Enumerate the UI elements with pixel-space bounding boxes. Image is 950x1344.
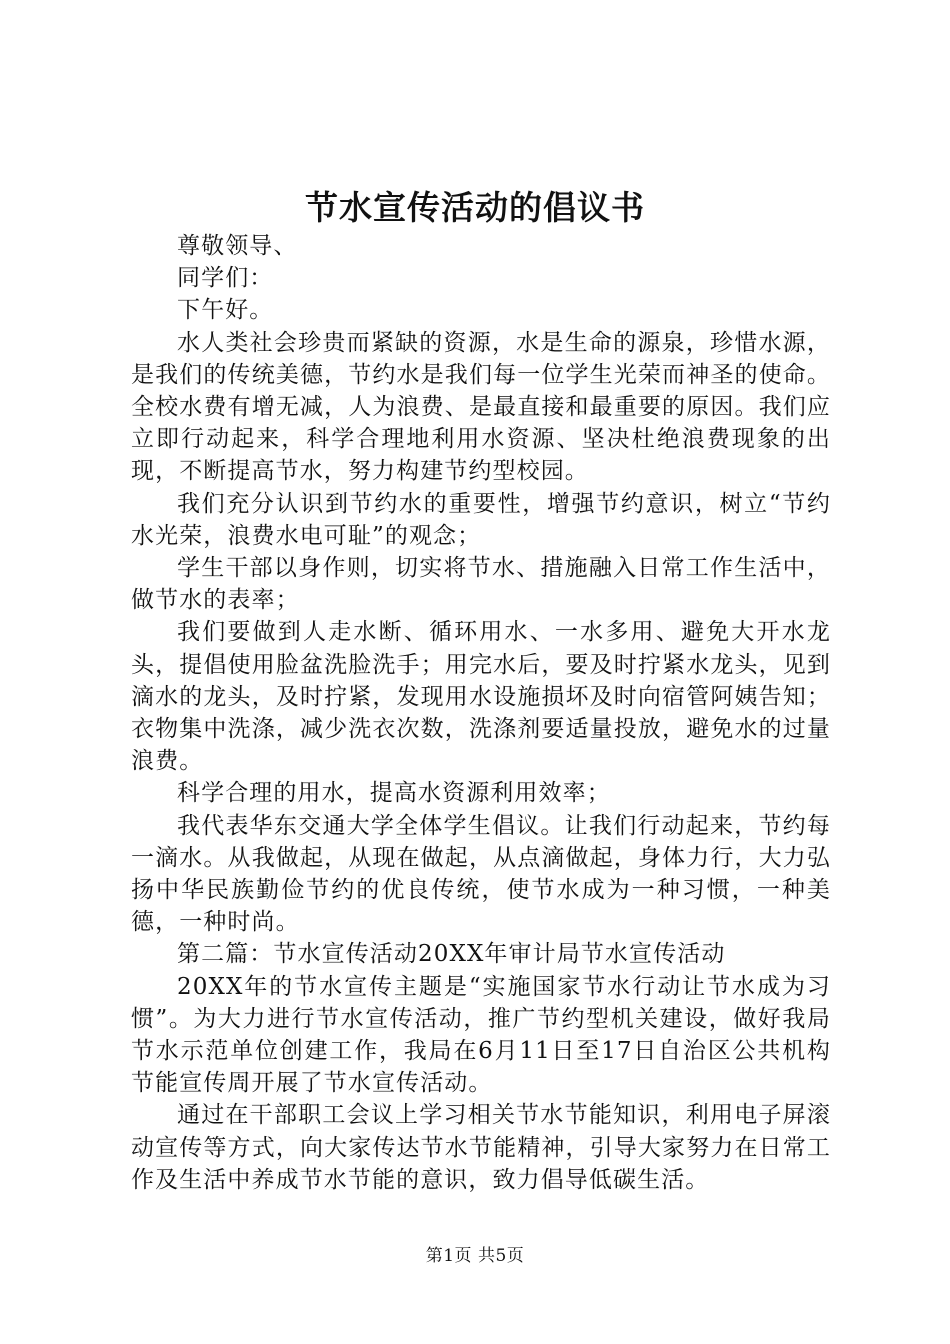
body-paragraph: 我们充分认识到节约水的重要性，增强节约意识，树立“节约水光荣，浪费水电可耻”的观念； <box>131 490 831 549</box>
document-title: 节水宣传活动的倡议书 <box>305 188 645 227</box>
salutation-line: 尊敬领导、 <box>177 233 298 259</box>
salutation-line: 同学们： <box>177 265 274 292</box>
body-paragraph: 水人类社会珍贵而紧缺的资源，水是生命的源泉，珍惜水源，是我们的传统美德，节约水是我们每一位学生光荣而神圣的使命。全校水费有增无减，人为浪费、是最直接和最重要的原因。我们应立即行动起来，科学合理地利用水资源、坚决杜绝浪费现象的出现，不断提高节水，努力构建节约型校园。 <box>131 329 831 485</box>
body-paragraph: 科学合理的用水，提高水资源利用效率； <box>177 780 611 807</box>
body-paragraph: 学生干部以身作则，切实将节水、措施融入日常工作生活中，做节水的表率； <box>131 555 831 614</box>
greeting-line: 下午好。 <box>177 297 274 324</box>
body-paragraph: 我们要做到人走水断、循环用水、一水多用、避免大开水龙头，提倡使用脸盆洗脸洗手；用完水后，要及时拧紧水龙头，见到滴水的龙头，及时拧紧，发现用水设施损坏及时向宿管阿姨告知；衣物集中洗涤，减少洗衣次数，洗涤剂要适量投放，避免水的过量浪费。 <box>131 619 831 775</box>
page-number-footer: 第1页 共5页 <box>425 1246 525 1266</box>
body-paragraph: 20XX年的节水宣传主题是“实施国家节水行动让节水成为习惯”。为大力进行节水宣传活动，推广节约型机关建设，做好我局节水示范单位创建工作，我局在6月11日至17日自治区公共机构节能宣传周开展了节水宣传活动。 <box>131 973 831 1097</box>
body-paragraph: 通过在干部职工会议上学习相关节水节能知识，利用电子屏滚动宣传等方式，向大家传达节水节能精神，引导大家努力在日常工作及生活中养成节水节能的意识，致力倡导低碳生活。 <box>131 1102 831 1193</box>
body-paragraph: 我代表华东交通大学全体学生倡议。让我们行动起来，节约每一滴水。从我做起，从现在做起，从点滴做起，身体力行，大力弘扬中华民族勤俭节约的优良传统，使节水成为一种习惯，一种美德，一种时尚。 <box>131 812 831 936</box>
document-body <box>131 230 831 1196</box>
section-heading: 第二篇：节水宣传活动20XX年审计局节水宣传活动 <box>177 941 726 968</box>
